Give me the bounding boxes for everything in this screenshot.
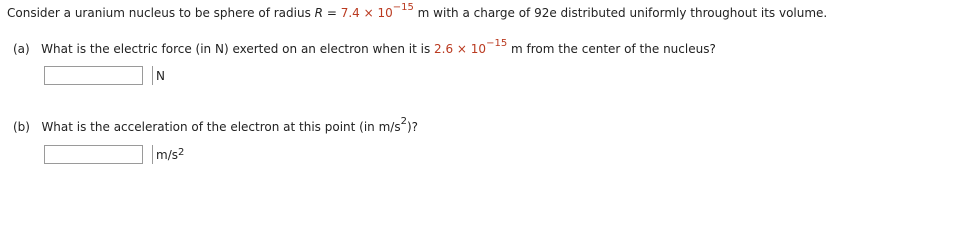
part-b-unit-base: m/s bbox=[156, 147, 178, 162]
radius-variable: R bbox=[314, 6, 324, 20]
radius-exponent: −15 bbox=[392, 2, 414, 13]
problem-statement bbox=[7, 2, 828, 21]
part-b-question-text: What is the acceleration of the electron at this point (in m/s bbox=[41, 120, 401, 134]
part-a-unit bbox=[152, 66, 165, 85]
part-a-question bbox=[13, 38, 716, 57]
part-b-unit: m/s $^2$ bbox=[152, 145, 184, 164]
part-b-label: (b) bbox=[13, 120, 30, 134]
part-a-question-text: What is the electric force (in N) exerted on an electron when it is bbox=[41, 42, 435, 56]
radius-equals: = bbox=[323, 6, 341, 20]
part-a-distance-mantissa: 2.6 × 10 bbox=[434, 42, 487, 56]
part-a-answer-row bbox=[44, 66, 165, 85]
part-a-unit-label: N bbox=[156, 68, 165, 83]
problem-intro-tail: m with a charge of 92e distributed uniformly throughout its volume. bbox=[413, 6, 828, 20]
part-a-question-tail: m from the center of the nucleus? bbox=[507, 42, 716, 56]
radius-value bbox=[340, 2, 414, 20]
part-a-label: (a) bbox=[13, 42, 30, 56]
part-b-answer-input[interactable] bbox=[44, 145, 143, 164]
part-a-answer-input[interactable] bbox=[44, 66, 143, 85]
part-b-question bbox=[13, 116, 419, 135]
part-a-distance-exponent: −15 bbox=[486, 38, 508, 49]
part-b-question-tail: )? bbox=[406, 120, 419, 134]
part-b-question-exponent: 2 bbox=[400, 116, 407, 127]
part-b-answer-row bbox=[44, 145, 184, 164]
radius-mantissa: 7.4 × 10 bbox=[340, 6, 393, 20]
part-a-distance-value bbox=[434, 38, 508, 56]
problem-intro-text: Consider a uranium nucleus to be sphere of radius bbox=[7, 6, 315, 20]
